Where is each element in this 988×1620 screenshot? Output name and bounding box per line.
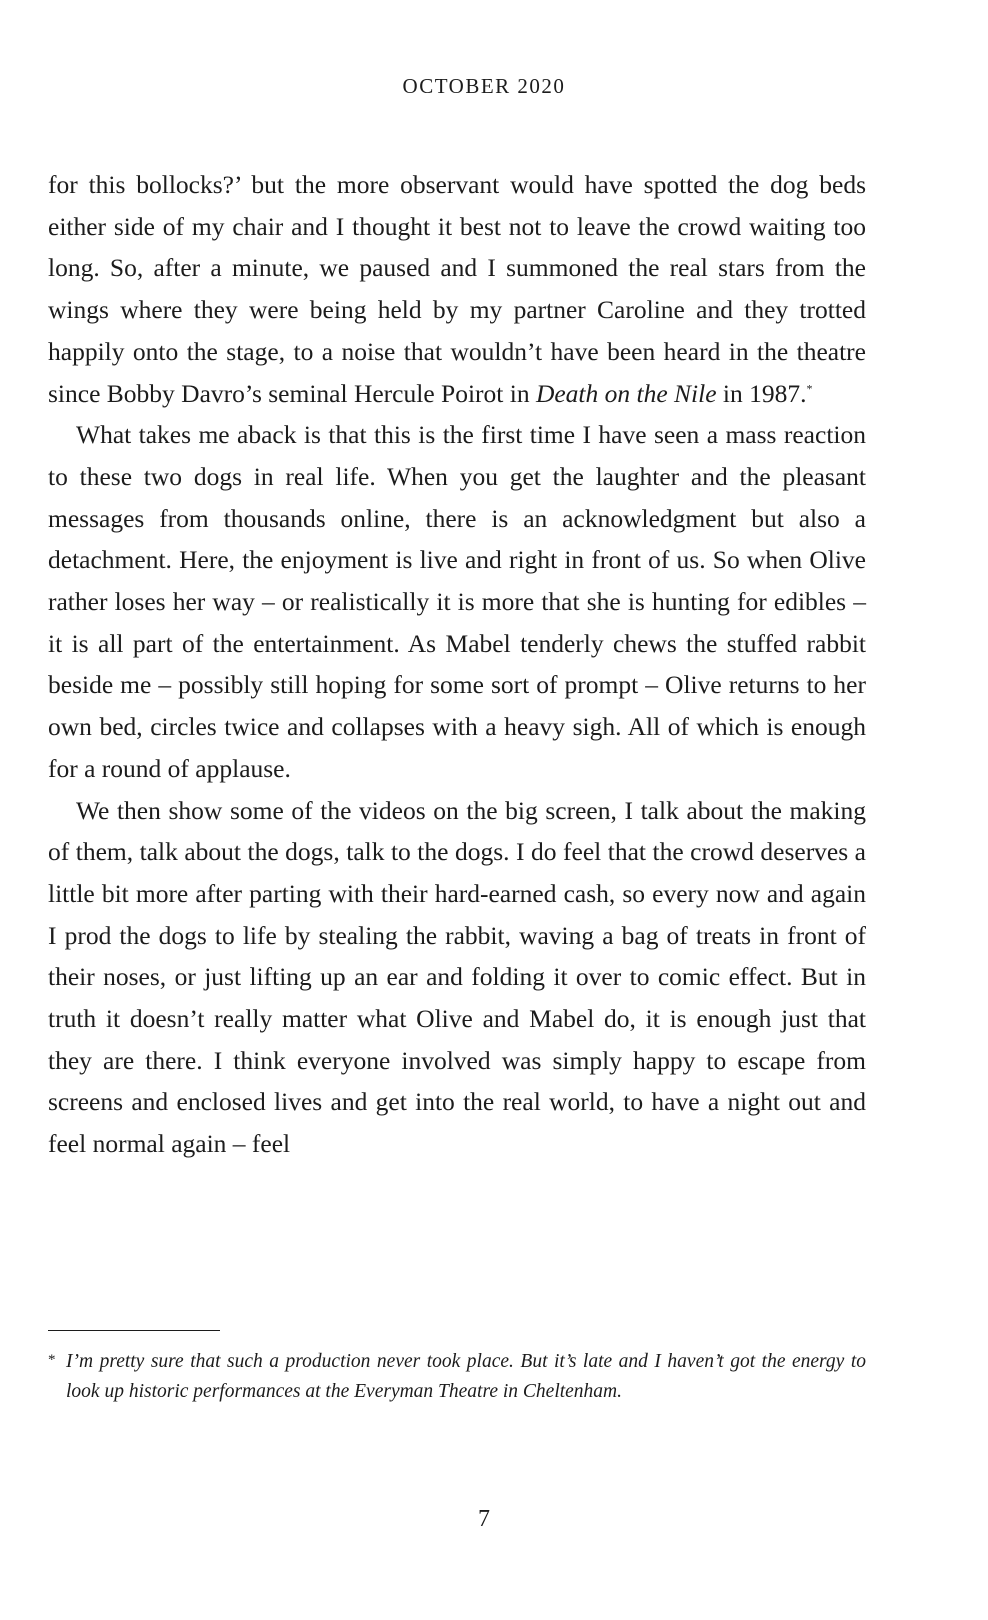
footnote-divider xyxy=(48,1330,220,1331)
footnote xyxy=(48,1345,866,1407)
footnote-reference-mark[interactable]: * xyxy=(806,381,813,396)
paragraph-3: We then show some of the videos on the big screen, I talk about the making of them, talk about the dogs, talk to the dogs. I do feel that the crowd deserves a little bit more after parting with their hard-earned cash, so every now and again I prod the dogs to life by stealing the rabbit, waving a bag of treats in front of their noses, or just lifting up an ear and folding it over to comic effect. But in truth it doesn’t really matter what Olive and Mabel do, it is enough just that they are there. I think everyone involved was simply happy to escape from screens and enclosed lives and get into the real world, to have a night out and feel normal again – feel xyxy=(48,795,866,1159)
paragraph-1-end: in 1987. xyxy=(716,378,807,408)
paragraph-2: What takes me aback is that this is the first time I have seen a mass reaction to these two dogs in real life. When you get the laughter and the pleasant messages from thousands online, there is an acknowledgment but also a detachment. Here, the enjoyment is live and right in front of us. So when Olive rather loses her way – or realistically it is more that she is hunting for edibles – it is all part of the entertainment. As Mabel tenderly chews the stuffed rabbit beside me – possibly still hoping for some sort of prompt – Olive returns to her own bed, circles twice and collapses with a heavy sigh. All of which is enough for a round of applause. xyxy=(48,420,866,783)
running-head: OCTOBER 2020 xyxy=(402,74,566,98)
body-text xyxy=(48,164,866,1165)
footnote-text: I’m pretty sure that such a production never took place. But it’s late and I haven’t got the energy to look up historic performances at the Everyman Theatre in Cheltenham. xyxy=(66,1351,866,1402)
page-number: 7 xyxy=(478,1506,490,1532)
paragraph-1-text: for this bollocks?’ but the more observant would have spotted the dog beds either side of my chair and I thought it best not to leave the crowd waiting too long. So, after a minute, we paused and I summoned the real stars from the wings where they were being held by my partner Caroline and they trotted happily onto the stage, to a noise that wouldn’t have been heard in the theatre since Bobby Davro’s seminal Hercule Poirot in xyxy=(48,170,866,408)
book-title-italic: Death on the Nile xyxy=(535,378,717,408)
footnote-mark: * xyxy=(48,1352,56,1368)
paragraph-1 xyxy=(48,164,866,414)
